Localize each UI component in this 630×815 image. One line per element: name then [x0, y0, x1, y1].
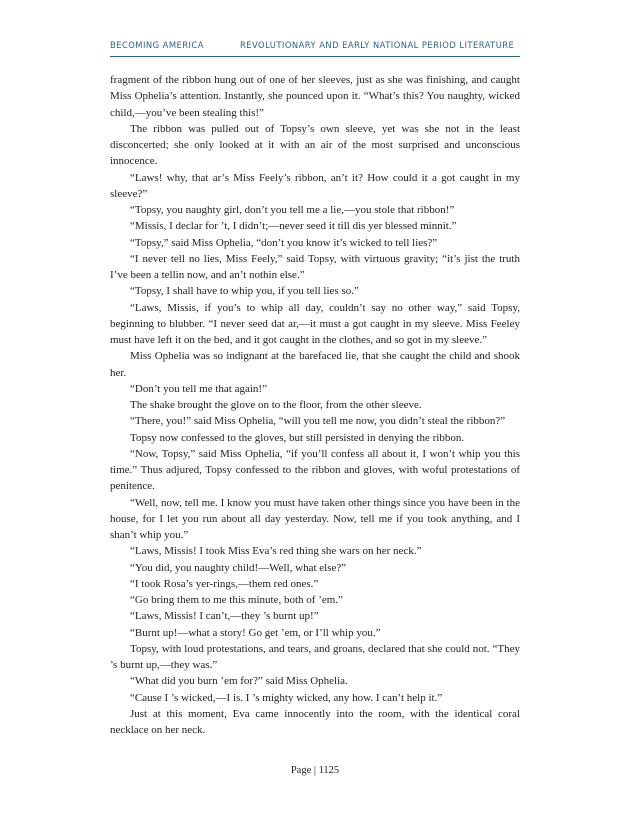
paragraph: fragment of the ribbon hung out of one of her sleeves, just as she was finishing, and caught Miss Ophelia’s attention. Instantly, she pounced upon it. “What’s this? You naughty, wicked child,—you’ve been stealing this!” — [110, 74, 520, 119]
paragraph: “Now, Topsy,” said Miss Ophelia, “if you’ll confess all about it, I won’t whip you this time.” Thus adjured, Topsy confessed to the ribbon and gloves, with woful protestations of penitence. — [110, 447, 520, 493]
paragraph: “I never tell no lies, Miss Feely,” said Topsy, with virtuous gravity; “it’s jist the truth I’ve been a tellin now, and an’t nothin else.” — [110, 252, 520, 281]
paragraph: “Cause I ’s wicked,—I is. I ’s mighty wicked, any how. I can’t help it.” — [130, 691, 443, 704]
header-divider — [110, 56, 520, 57]
paragraph: “Laws, Missis! I took Miss Eva’s red thing she wars on her neck.” — [130, 545, 422, 558]
paragraph: “There, you!” said Miss Ophelia, “will you tell me now, you didn’t steal the ribbon?” — [130, 415, 506, 428]
paragraph: “Well, now, tell me. I know you must have taken other things since you have been in the house, for I let you run about all day yesterday. Now, tell me if you took anything, and I shan’t whip you.” — [110, 496, 520, 541]
paragraph: “Laws, Missis, if you’s to whip all day, couldn’t say no other way,” said Topsy, beginning to blubber. “I never seed dat ar,—it must a got caught in my sleeve. Miss Feeley must have left it on the bed, and it got caught in the clothes, and so got in my sleeve.” — [110, 301, 520, 346]
paragraph: “I took Rosa’s yer-rings,—them red ones.” — [130, 577, 319, 590]
paragraph: “Burnt up!—what a story! Go get ’em, or I’ll whip you.” — [130, 626, 381, 639]
paragraph: “Don’t you tell me that again!” — [130, 382, 267, 395]
paragraph: Topsy, with loud protestations, and tears, and groans, declared that she could not. “They ’s burnt up,—they was.” — [110, 642, 520, 671]
paragraph: “Missis, I declar for ’t, I didn’t;—never seed it till dis yer blessed minnit.” — [130, 220, 457, 233]
paragraph: Miss Ophelia was so indignant at the barefaced lie, that she caught the child and shook her. — [110, 350, 520, 379]
paragraph: The shake brought the glove on to the floor, from the other sleeve. — [130, 399, 422, 411]
paragraph: “You did, you naughty child!—Well, what else?” — [130, 561, 347, 574]
header-book-title: BECOMING AMERICA — [110, 40, 204, 50]
page-number: Page | 1125 — [290, 765, 340, 776]
paragraph: “Laws, Missis! I can’t,—they ’s burnt up!” — [130, 610, 319, 623]
paragraph: The ribbon was pulled out of Topsy’s own sleeve, yet was she not in the least disconcerted; she only looked at it with an air of the most surprised and unconscious innocence. — [110, 122, 520, 168]
header-section-title: REVOLUTIONARY AND EARLY NATIONAL PERIOD LITERATURE — [240, 40, 515, 50]
paragraph: “Topsy, I shall have to whip you, if you tell lies so.” — [130, 285, 359, 298]
paragraph: “Laws! why, that ar’s Miss Feely’s ribbon, an’t it? How could it a got caught in my sleeve?” — [110, 171, 520, 200]
paragraph: “Topsy,” said Miss Ophelia, “don’t you know it’s wicked to tell lies?” — [130, 236, 438, 249]
paragraph: Just at this moment, Eva came innocently into the room, with the identical coral necklace on her neck. — [110, 707, 520, 736]
body-text — [110, 72, 520, 738]
paragraph: “What did you burn ’em for?” said Miss Ophelia. — [130, 675, 348, 688]
paragraph: “Topsy, you naughty girl, don’t you tell me a lie,—you stole that ribbon!” — [130, 204, 455, 216]
paragraph: Topsy now confessed to the gloves, but still persisted in denying the ribbon. — [130, 431, 465, 444]
paragraph: “Go bring them to me this minute, both of ’em.” — [130, 594, 343, 606]
